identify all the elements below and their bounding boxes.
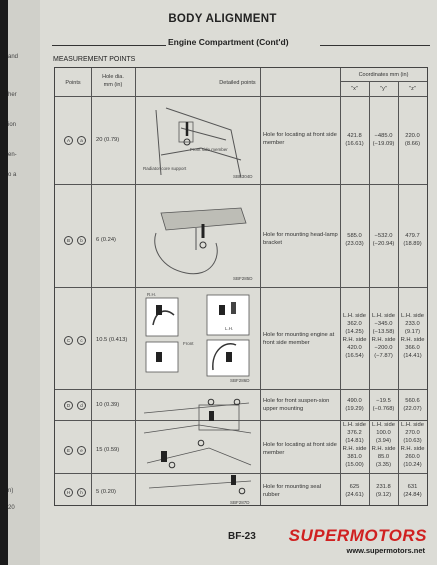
point-label (64, 336, 86, 345)
point-circle: C (64, 336, 73, 345)
coord-y: 231.8 (9.12) (375, 484, 392, 498)
margin-text: and (8, 54, 19, 60)
hole-dia: 6 (0.24) (96, 237, 116, 243)
coord-x: 490.0 (19.29) (345, 398, 364, 412)
point-circle: b (77, 236, 86, 245)
point-circle: h (77, 488, 86, 497)
hole-dia: 10 (0.39) (96, 402, 120, 408)
point-circle: A (64, 136, 73, 145)
header-y: "y" (380, 86, 387, 92)
point-description: Hole for mounting engine at front side member (263, 332, 335, 346)
left-margin-strip (8, 0, 40, 565)
point-label (64, 446, 86, 455)
point-description: Hole for mounting seal rubber (263, 484, 322, 498)
coord-z: L.H. side 233.0 (9.17) R.H. side 366.0 (14.41) (400, 313, 425, 359)
coord-y: L.H. side −345.0 (−13.58) R.H. side −200.0 (−7.87) (371, 313, 396, 359)
row-divider (55, 184, 427, 185)
coord-x: 625 (24.61) (345, 484, 364, 498)
header-detailed: Detailed points (219, 80, 256, 86)
manual-page (8, 0, 437, 565)
figure-label: Radiator core support (143, 166, 187, 171)
figure-label: Front side member (190, 147, 228, 152)
point-description: Hole for mounting head-lamp bracket (263, 232, 338, 246)
coord-z: 220.0 (8.66) (404, 133, 421, 147)
point-description: Hole for front suspen-sion upper mounting (263, 398, 330, 412)
margin-text: ion (8, 122, 17, 128)
margin-text: her (8, 92, 17, 98)
coord-z: 560.6 (22.07) (403, 398, 422, 412)
point-label (64, 401, 86, 410)
figure-code: SBF286D (230, 378, 250, 383)
coord-z: 479.7 (18.89) (403, 233, 422, 247)
header-hole-dia: Hole dia. (102, 74, 124, 80)
margin-text: en- (8, 152, 17, 158)
header-x: "x" (351, 86, 358, 92)
watermark-logo: SUPERMOTORS (288, 526, 427, 545)
header-coordinates: Coordinates mm (in) (358, 72, 409, 78)
coord-x: L.H. side 376.2 (14.81) R.H. side 381.0 (15.00) (342, 422, 367, 468)
header-z: "z" (409, 86, 416, 92)
margin-text: n) (8, 488, 14, 494)
point-label (64, 488, 86, 497)
point-circle: E (64, 446, 73, 455)
subtitle-rule-right (320, 45, 430, 46)
hole-dia: 15 (0.59) (96, 447, 120, 453)
coord-x: 421.8 (16.61) (345, 133, 364, 147)
point-circle: a (77, 136, 86, 145)
figure-label: R.H. (147, 292, 156, 297)
section-title: MEASUREMENT POINTS (53, 56, 136, 63)
figure-suspension-mounting (139, 393, 257, 501)
point-circle: d (77, 401, 86, 410)
figure-code: SBF304D (233, 174, 253, 179)
watermark-url: www.supermotors.net (346, 546, 425, 555)
coord-z: 631 (24.84) (403, 484, 422, 498)
coord-z: L.H. side 270.0 (10.63) R.H. side 260.0 (10.24) (400, 422, 425, 468)
hole-dia: 10.5 (0.413) (96, 337, 128, 343)
coord-y: −485.0 (−19.09) (372, 133, 395, 147)
point-circle: D (64, 401, 73, 410)
coord-y: L.H. side 100.0 (3.94) R.H. side 85.0 (3.35) (371, 422, 396, 468)
point-circle: H (64, 488, 73, 497)
hole-dia: 20 (0.79) (96, 137, 120, 143)
margin-text: o a (8, 172, 17, 178)
hole-dia: 5 (0.20) (96, 489, 116, 495)
header-bottom (55, 96, 427, 97)
measurement-table (54, 67, 428, 506)
figure-code: SBF285D (233, 276, 253, 281)
subtitle-rule-left (52, 45, 166, 46)
header-points: Points (65, 80, 81, 86)
page-title: BODY ALIGNMENT (168, 13, 277, 25)
margin-text: 20 (8, 505, 15, 511)
page-number: BF-23 (228, 531, 256, 542)
point-description: Hole for locating at front side member (263, 442, 337, 456)
figure-engine-mount (141, 290, 256, 382)
coord-y: −19.5 (−0.768) (372, 398, 395, 412)
point-circle: e (77, 446, 86, 455)
row-divider (55, 287, 427, 288)
coord-x: 585.0 (23.03) (345, 233, 364, 247)
coord-y: −532.0 (−20.94) (372, 233, 395, 247)
figure-code: SBF287D (230, 500, 250, 505)
point-circle: c (77, 336, 86, 345)
page-subtitle: Engine Compartment (Cont'd) (168, 37, 289, 47)
row-divider (55, 389, 427, 390)
header-hole-dia-unit: mm (in) (103, 82, 123, 88)
figure-headlamp-bracket (141, 188, 256, 278)
point-label (64, 136, 86, 145)
header-divider (340, 81, 427, 82)
point-description: Hole for locating at front side member (263, 132, 337, 146)
point-circle: B (64, 236, 73, 245)
figure-label: Front (183, 341, 194, 346)
figure-label: L.H. (225, 326, 234, 331)
coord-x: L.H. side 362.0 (14.25) R.H. side 420.0 (16.54) (342, 313, 367, 359)
point-label (64, 236, 86, 245)
